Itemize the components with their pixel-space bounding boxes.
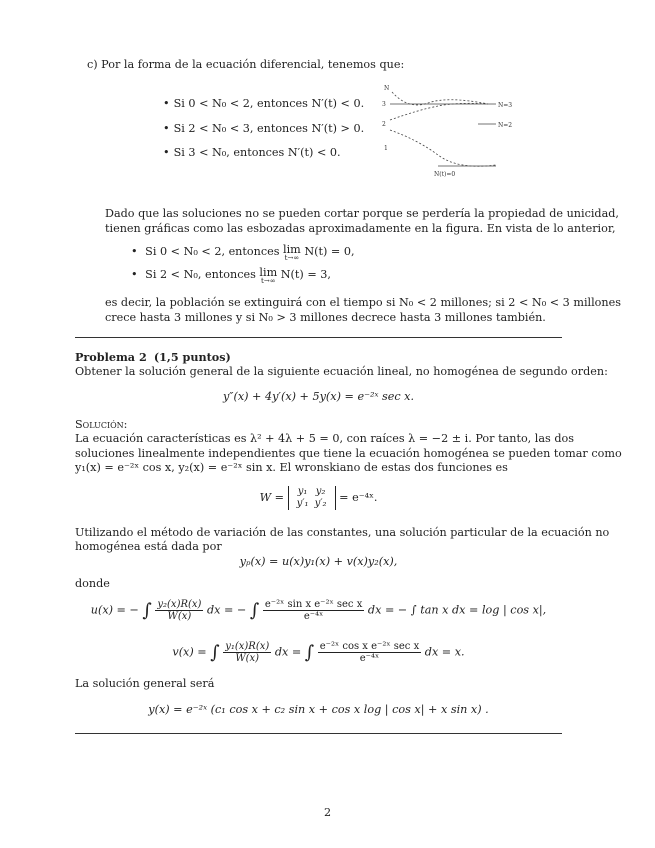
limit-bullet-2: • Si 2 < N₀, entonces lim t→∞ N(t) = 3,	[131, 268, 331, 286]
sol-line2: soluciones linealmente independientes que tiene la ecuación homogénea se pueden tomar como	[75, 447, 622, 460]
u-equation: u(x) = − ∫ $\frac{\text{y₂(x)R(x)}}{W(x)}$ dx = − ∫ $\frac{\text{e⁻²ˣ sin x e⁻²ˣ sec x}}{\text{e⁻⁴ˣ}}$ dx = − ∫ tan x dx = log | cos x|,	[90, 599, 547, 622]
section-divider-bottom	[75, 733, 562, 734]
curve-between	[390, 103, 488, 120]
fig-label-bottom: N(t)=0	[434, 171, 456, 178]
para2-line1: es decir, la población se extinguirá con el tiempo si N₀ < 2 millones; si 2 < N₀ < 3 millones	[105, 296, 621, 309]
problem2-heading	[75, 350, 231, 364]
fig-label-left-2: 2	[382, 121, 386, 128]
solution-sketch-figure	[378, 80, 528, 180]
fig-label-left-3: 3	[382, 101, 386, 108]
section-divider-top	[75, 337, 562, 338]
var-line2: homogénea está dada por	[75, 540, 222, 553]
para2-line2: crece hasta 3 millones y si N₀ > 3 millones decrece hasta 3 millones también.	[105, 311, 546, 324]
bullet-2: • Si 2 < N₀ < 3, entonces N′(t) > 0.	[163, 122, 364, 135]
fig-label-top: N	[384, 85, 390, 92]
donde-text: donde	[75, 577, 110, 590]
fig-label-right-2: N=2	[498, 122, 513, 129]
general-label: La solución general será	[75, 677, 215, 690]
solution-label: Solución:	[75, 418, 128, 431]
para1-line1: Dado que las soluciones no se pueden cortar porque se perdería la propiedad de unicidad,	[105, 207, 619, 220]
general-solution: y(x) = e⁻²ˣ (c₁ cos x + c₂ sin x + cos x log | cos x| + x sin x) .	[148, 703, 489, 716]
v-equation: v(x) = ∫ $\frac{\text{y₁(x)R(x)}}{W(x)}$ dx = ∫ $\frac{\text{e⁻²ˣ cos x e⁻²ˣ sec x}}{\text{e⁻⁴ˣ}}$ dx = x.	[172, 641, 465, 664]
problem2-statement: Obtener la solución general de la siguiente ecuación lineal, no homogénea de segundo orden:	[75, 365, 608, 378]
bullet-3: • Si 3 < N₀, entonces N′(t) < 0.	[163, 146, 341, 159]
wronskian-determinant: y₁ y₂ y′₁ y′₂	[288, 486, 336, 510]
wronskian-equation: W = y₁ y₂ y′₁ y′₂ = e⁻⁴ˣ.	[259, 486, 378, 509]
page-number: 2	[323, 806, 332, 819]
var-line1: Utilizando el método de variación de las constantes, una solución particular de la ecuación no	[75, 526, 610, 539]
sol-line3: y₁(x) = e⁻²ˣ cos x, y₂(x) = e⁻²ˣ sin x. El wronskiano de estas dos funciones es	[75, 461, 508, 474]
part-c-intro: c) Por la forma de la ecuación diferencial, tenemos que:	[87, 58, 405, 71]
fig-label-right-3: N=3	[498, 102, 513, 109]
problem2-points: (1,5 puntos)	[153, 350, 231, 364]
curve-below-2	[390, 130, 496, 166]
yp-equation: yₚ(x) = u(x)y₁(x) + v(x)y₂(x),	[239, 555, 398, 568]
problem2-equation: y″(x) + 4y′(x) + 5y(x) = e⁻²ˣ sec x.	[222, 390, 415, 403]
sol-line1: La ecuación características es λ² + 4λ + 5 = 0, con raíces λ = −2 ± i. Por tanto, las dos	[75, 432, 574, 445]
para1-line2: tienen gráficas como las esbozadas aproximadamente en la figura. En vista de lo anterior,	[105, 222, 616, 235]
fig-label-left-1: 1	[384, 145, 388, 152]
limit-bullet-1: • Si 0 < N₀ < 2, entonces lim t→∞ N(t) = 0,	[131, 245, 355, 263]
bullet-1: • Si 0 < N₀ < 2, entonces N′(t) < 0.	[163, 97, 364, 110]
problem2-title: Problema 2	[75, 350, 147, 364]
